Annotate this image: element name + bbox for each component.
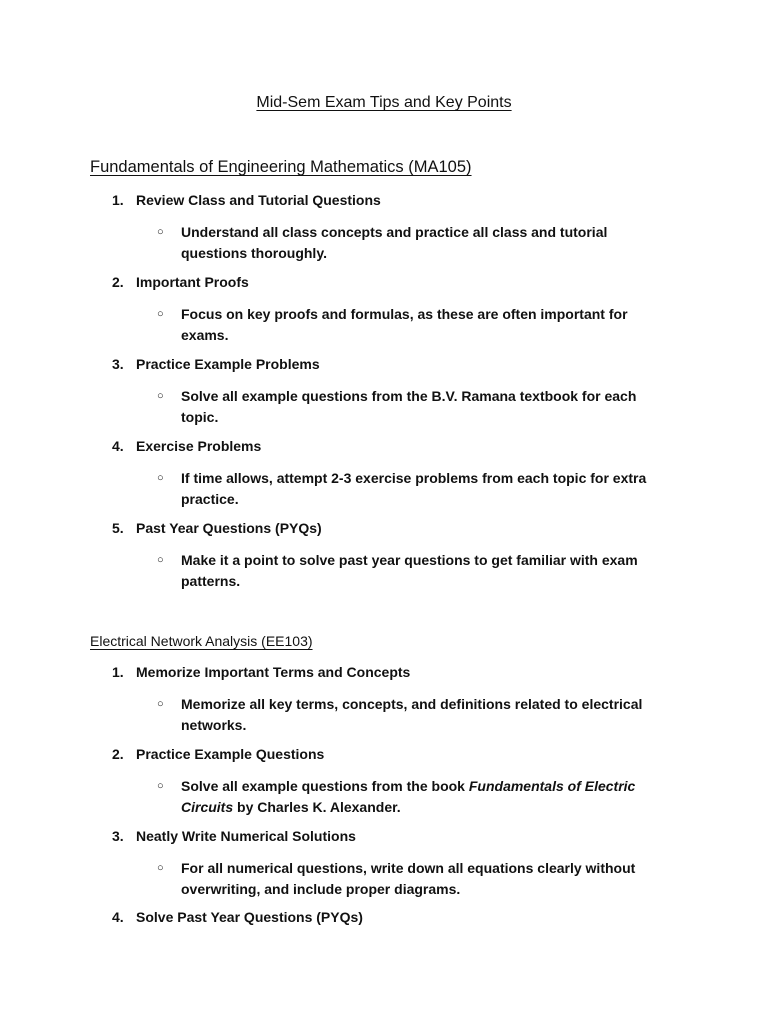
bullet-text: [181, 776, 671, 817]
bullet-text: Focus on key proofs and formulas, as these are often important for exams.: [181, 306, 628, 343]
bullet-text: If time allows, attempt 2-3 exercise problems from each topic for extra practice.: [181, 470, 647, 507]
bullet-circle-icon: ○: [157, 554, 164, 566]
bullet-circle-icon: ○: [157, 308, 164, 320]
item-label: Past Year Questions (PYQs): [136, 520, 322, 536]
book-title: Fundamentals of Electric Circuits: [181, 778, 636, 815]
item-label: Review Class and Tutorial Questions: [136, 192, 381, 208]
section-heading-ma105: Fundamentals of Engineering Mathematics (MA105): [90, 158, 472, 176]
item-label: Practice Example Problems: [136, 356, 320, 372]
bullet-circle-icon: ○: [157, 390, 164, 402]
bullet-circle-icon: ○: [157, 862, 164, 874]
bullet-text-post: by Charles K. Alexander.: [233, 798, 401, 815]
bullet-circle-icon: ○: [157, 780, 164, 792]
bullet-circle-icon: ○: [157, 698, 164, 710]
bullet-text: Memorize all key terms, concepts, and definitions related to electrical networks.: [181, 696, 643, 733]
item-label: Neatly Write Numerical Solutions: [136, 828, 356, 844]
item-label: Important Proofs: [136, 274, 249, 290]
item-label: Practice Example Questions: [136, 746, 325, 762]
item-number: 4.: [112, 909, 124, 925]
item-label: Memorize Important Terms and Concepts: [136, 664, 411, 680]
item-number: 1.: [112, 664, 124, 680]
item-number: 5.: [112, 520, 124, 536]
document-title: Mid-Sem Exam Tips and Key Points: [256, 94, 512, 111]
bullet-circle-icon: ○: [157, 226, 164, 238]
item-number: 4.: [112, 438, 124, 454]
bullet-text: Make it a point to solve past year questions to get familiar with exam patterns.: [181, 552, 638, 589]
item-number: 3.: [112, 356, 124, 372]
bullet-text: For all numerical questions, write down all equations clearly without overwriting, and include proper diagrams.: [181, 860, 636, 897]
bullet-text-pre: Solve all example questions from the book: [181, 778, 469, 794]
item-label: Exercise Problems: [136, 438, 262, 454]
bullet-circle-icon: ○: [157, 472, 164, 484]
bullet-text: Solve all example questions from the B.V. Ramana textbook for each topic.: [181, 388, 637, 425]
item-number: 2.: [112, 746, 124, 762]
item-number: 3.: [112, 828, 124, 844]
item-number: 2.: [112, 274, 124, 290]
section-heading-ee103: Electrical Network Analysis (EE103): [90, 633, 313, 649]
item-label: Solve Past Year Questions (PYQs): [136, 909, 363, 925]
bullet-text: Understand all class concepts and practice all class and tutorial questions thoroughly.: [181, 224, 608, 261]
item-number: 1.: [112, 192, 124, 208]
